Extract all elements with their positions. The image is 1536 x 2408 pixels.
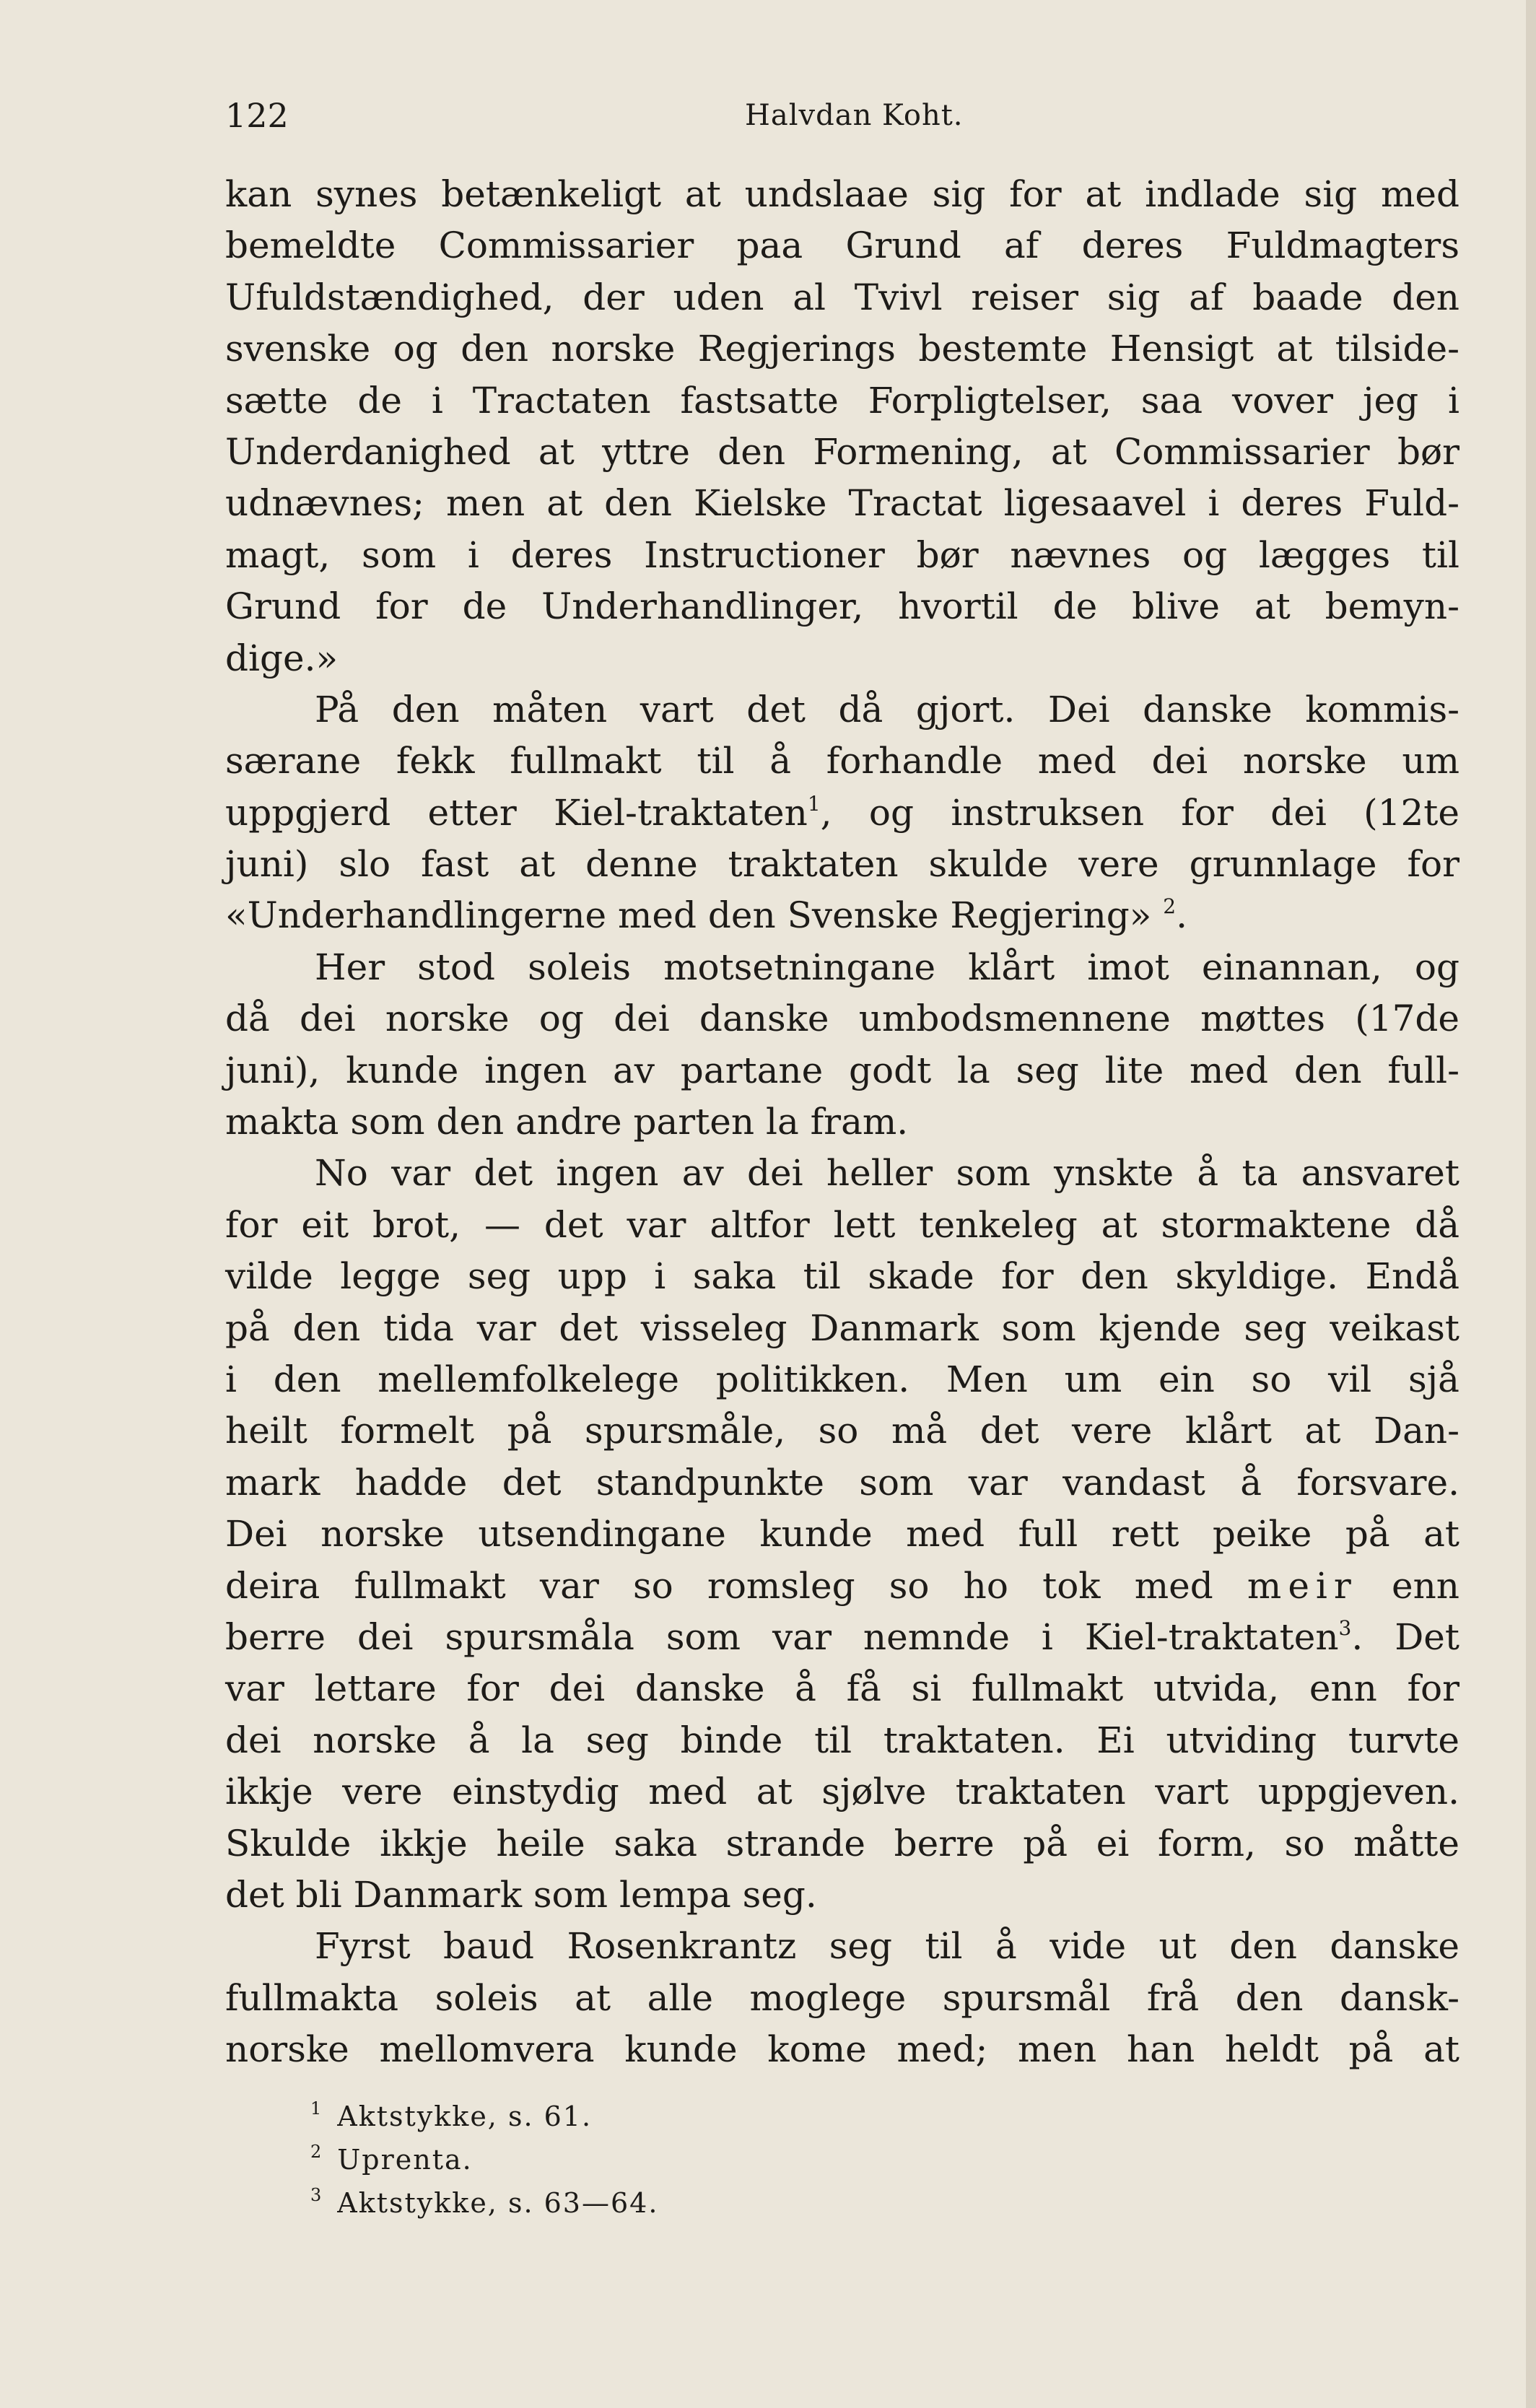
- paragraph-start: Her stod soleis motsetningane klårt imot einannan, og: [315, 946, 1459, 988]
- footnote: [310, 2095, 1177, 2138]
- text-line: norske mellomvera kunde kome med; men han heldt på at: [225, 2028, 1459, 2071]
- text-line: juni), kunde ingen av partane godt la seg lite med den full-: [225, 1049, 1459, 1091]
- text-line: Ufuldstændighed, der uden al Tvivl reiser sig af baade den: [225, 276, 1459, 318]
- text-line: [225, 890, 1459, 941]
- text-segment: deira fullmakt var so romsleg so ho tok med: [225, 1564, 1213, 1607]
- text-segment: uppgjerd etter Kiel-traktaten: [225, 791, 808, 834]
- text-line: då dei norske og dei danske umbodsmennene møttes (17de: [225, 998, 1459, 1040]
- text-segment: , og instruksen for dei (12te: [820, 791, 1459, 834]
- text-line: Grund for de Underhandlinger, hvortil de blive at bemyn-: [225, 585, 1459, 628]
- text-line: bemeldte Commissarier paa Grund af deres Fuldmagters: [225, 224, 1459, 267]
- footnote-ref: 3: [1338, 1615, 1352, 1640]
- text-line: sætte de i Tractaten fastsatte Forpligtelser, saa vover jeg i: [225, 379, 1459, 422]
- text-line: mark hadde det standpunkte som var vandast å forsvare.: [225, 1461, 1459, 1504]
- footnote-text: Aktstykke, s. 63—64.: [337, 2187, 659, 2219]
- footnote-ref: 1: [807, 791, 821, 816]
- running-head: Halvdan Koht.: [745, 99, 964, 132]
- footnote-text: Uprenta.: [337, 2144, 473, 2176]
- paragraph-start: Fyrst baud Rosenkrantz seg til å vide ut den danske: [315, 1925, 1459, 1968]
- text-line: vilde legge seg upp i saka til skade for den skyldige. Endå: [225, 1255, 1459, 1298]
- text-line: udnævnes; men at den Kielske Tractat ligesaavel i deres Fuld-: [225, 482, 1459, 525]
- footnote-text: Aktstykke, s. 61.: [337, 2101, 593, 2132]
- text-line: [225, 1561, 1459, 1612]
- footnotes: [310, 2095, 1177, 2225]
- text-line: for eit brot, — det var altfor lett tenkeleg at stormaktene då: [225, 1203, 1459, 1246]
- paragraph-start: På den måten vart det då gjort. Dei danske kommis-: [315, 688, 1459, 730]
- footnote-marker: 1: [310, 2098, 323, 2119]
- text-line: Underdanighed at yttre den Formening, at Commissarier bør: [225, 430, 1459, 473]
- paragraph-start: No var det ingen av dei heller som ynskte å ta ansvaret: [315, 1152, 1459, 1195]
- page-edge: [1526, 0, 1536, 2408]
- text-segment: «Underhandlingerne med den Svenske Regjering»: [225, 894, 1152, 937]
- text-segment: .: [1176, 894, 1188, 937]
- text-segment: . Det: [1351, 1615, 1459, 1658]
- text-line: var lettare for dei danske å få si fullmakt utvida, enn for: [225, 1667, 1459, 1710]
- text-line: fullmakta soleis at alle moglege spursmål frå den dansk-: [225, 1976, 1459, 2019]
- text-line: [225, 788, 1459, 839]
- text-line: på den tida var det visseleg Danmark som kjende seg veikast: [225, 1306, 1459, 1349]
- text-segment: enn: [1391, 1564, 1459, 1607]
- text-line: dei norske å la seg binde til traktaten. Ei utviding turvte: [225, 1719, 1459, 1761]
- text-line: makta som den andre parten la fram.: [225, 1101, 909, 1143]
- page-header: [225, 87, 1459, 144]
- text-line: ikkje vere einstydig med at sjølve traktaten vart uppgjeven.: [225, 1771, 1459, 1813]
- text-line: heilt formelt på spursmåle, so må det vere klårt at Dan-: [225, 1410, 1459, 1452]
- footnote-marker: 2: [310, 2142, 323, 2162]
- text-line: Dei norske utsendingane kunde med full rett peike på at: [225, 1513, 1459, 1556]
- text-line: særane fekk fullmakt til å forhandle med dei norske um: [225, 740, 1459, 782]
- body-text: [225, 169, 1459, 2075]
- text-line: Skulde ikkje heile saka strande berre på ei form, so måtte: [225, 1822, 1459, 1864]
- text-line: svenske og den norske Regjerings bestemte Hensigt at tilside-: [225, 328, 1459, 370]
- text-line: [225, 1612, 1459, 1663]
- footnote: [310, 2138, 1177, 2181]
- footnote: [310, 2181, 1177, 2225]
- text-line: i den mellemfolkelege politikken. Men um ein so vil sjå: [225, 1358, 1459, 1400]
- text-line: det bli Danmark som lempa seg.: [225, 1873, 817, 1916]
- footnote-marker: 3: [310, 2185, 323, 2205]
- text-segment: berre dei spursmåla som var nemnde i Kiel-traktaten: [225, 1615, 1339, 1658]
- page-number: 122: [225, 96, 289, 135]
- text-line: juni) slo fast at denne traktaten skulde vere grunnlage for: [225, 843, 1459, 886]
- footnote-ref: 2: [1163, 894, 1177, 919]
- spaced-emphasis: meir: [1247, 1564, 1358, 1607]
- text-line: kan synes betænkeligt at undslaae sig for at indlade sig med: [225, 173, 1459, 215]
- text-line: dige.»: [225, 637, 339, 679]
- text-line: magt, som i deres Instructioner bør nævnes og lægges til: [225, 533, 1459, 576]
